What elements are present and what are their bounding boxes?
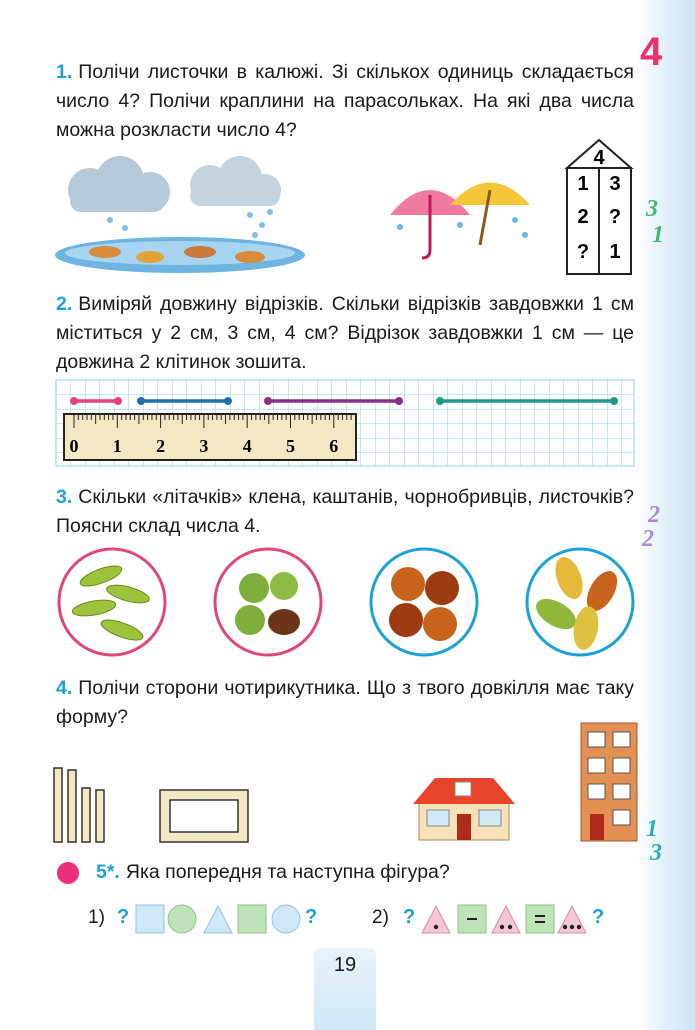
- task-5: [96, 858, 616, 887]
- grid-ruler-illustration: [56, 380, 634, 466]
- oak-leaves-circle: [524, 546, 636, 658]
- pink-dot-marker: [56, 861, 80, 885]
- task-4: [56, 674, 634, 732]
- house-cell: 2: [577, 206, 589, 228]
- house-cell: 1: [577, 173, 589, 195]
- house-cell: 1: [609, 241, 621, 263]
- side-digit: 1: [646, 816, 658, 842]
- chestnuts-circle: [212, 546, 324, 658]
- umbrellas-illustration: [385, 165, 535, 265]
- sequence-2-question-right: ?: [592, 906, 605, 928]
- house-illustration: [413, 772, 515, 842]
- task-3: [56, 483, 634, 541]
- page-number: 19: [333, 954, 357, 976]
- task-2-number: 2.: [56, 293, 73, 315]
- house-top: 4: [593, 147, 605, 169]
- task-4-number: 4.: [56, 677, 73, 699]
- ruler-label: 6: [329, 436, 339, 456]
- side-digit: 2: [642, 526, 654, 552]
- sequence-2-question-left: ?: [403, 906, 416, 928]
- task-4-text: Полічи сторони чотирикутника. Що з твого довкілля має таку форму?: [56, 677, 634, 728]
- ruler-label: 1: [112, 436, 122, 456]
- number-house: [565, 138, 633, 278]
- side-digit: 2: [648, 502, 660, 528]
- task-1-number: 1.: [56, 61, 73, 83]
- ruler-label: 0: [69, 436, 79, 456]
- corner-number: 4: [640, 30, 663, 74]
- sticks-illustration: [52, 766, 112, 844]
- ruler-label: 2: [156, 436, 166, 456]
- ruler-label: 5: [286, 436, 295, 456]
- task-5-text: Яка попередня та наступна фігура?: [125, 861, 450, 883]
- sequence-1-question-right: ?: [305, 906, 318, 928]
- task-1: [56, 58, 634, 145]
- task-1-text: Полічи листочки в калюжі. Зі скількох одиниць складається число 4? Полічи краплини на парасольках. На які два числа можна розкласти число 4?: [56, 61, 634, 141]
- ruler-label: 3: [199, 436, 209, 456]
- side-digit: 3: [646, 196, 658, 222]
- building-illustration: [580, 722, 638, 842]
- house-cell: ?: [608, 206, 622, 228]
- sequence-1-question-left: ?: [117, 906, 130, 928]
- marigolds-circle: [368, 546, 480, 658]
- side-digit: 1: [652, 222, 664, 248]
- task-3-text: Скільки «літачків» клена, каштанів, чорнобривців, листочків? Поясни склад числа 4.: [56, 486, 634, 537]
- quadrilateral-frame: [158, 788, 250, 844]
- house-cell: ?: [576, 241, 590, 263]
- house-cell: 3: [609, 173, 621, 195]
- clouds-puddle-illustration: [50, 160, 310, 280]
- sequence-2-label: 2): [372, 907, 389, 928]
- side-digit: 3: [650, 840, 662, 866]
- ruler-label: 4: [242, 436, 252, 456]
- task-2: [56, 290, 634, 377]
- sequence-2-shapes: [420, 903, 588, 935]
- sequence-1-shapes: [134, 903, 302, 935]
- sequence-1-label: 1): [88, 907, 105, 928]
- task-3-number: 3.: [56, 486, 73, 508]
- task-5-number: 5*.: [96, 861, 120, 883]
- maple-seeds-circle: [56, 546, 168, 658]
- task-2-text: Виміряй довжину відрізків. Скільки відрізків завдовжки 1 см міститься у 2 см, 3 см, 4 см? Відрізок завдовжки 1 см — це довжина 2 клітинок зошита.: [56, 293, 634, 373]
- page-sidebar: [637, 0, 695, 1030]
